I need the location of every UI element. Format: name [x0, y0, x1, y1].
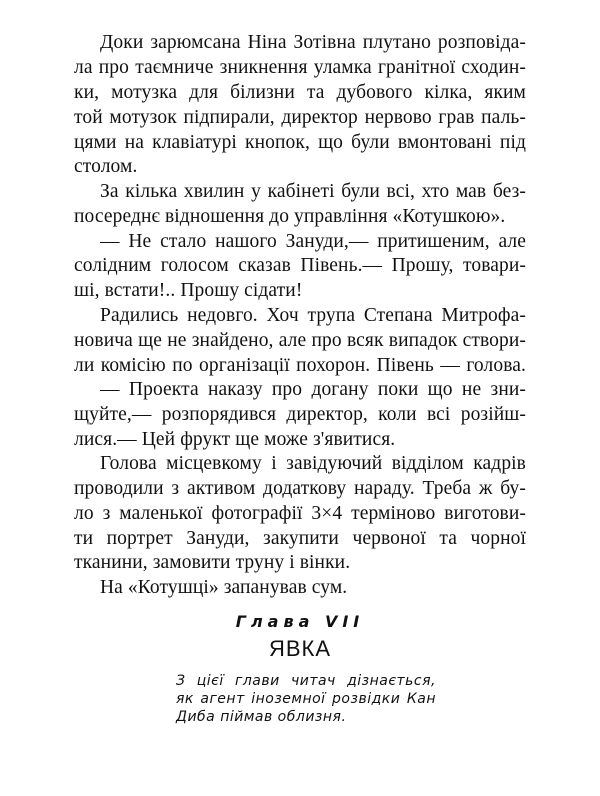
text-line: тканини, замовити труну і вінки. — [74, 552, 351, 573]
text-line: лися.— Цей фрукт ще може з'явитися. — [74, 429, 396, 450]
text-line: — Не стало нашого Зануди,— притишеним, але — [100, 231, 526, 252]
text-line: новича ще не знайдено, але про всяк випадок створи- — [74, 330, 526, 351]
text-line: ші, встати!.. Прошу сідати! — [74, 280, 303, 301]
text-line: Голова місцевкому і завідуючий відділом кадрів — [100, 453, 526, 474]
text-line: той мотузок підпирали, директор нервово грав паль- — [74, 107, 526, 128]
text-line: столом. — [74, 156, 138, 177]
text-line: солідним голосом сказав Півень.— Прошу, товари- — [74, 255, 526, 276]
epigraph-line: З цієї глави читач дізнається, — [176, 673, 436, 689]
text-line: На «Котушці» запанував сум. — [100, 577, 348, 598]
chapter-title: ЯВКА — [268, 636, 332, 661]
text-line: ки, мотузка для білизни та дубового кілка, яким — [74, 82, 526, 103]
chapter-label: Глава VII — [235, 612, 365, 631]
text-line: Доки зарюмсана Ніна Зотівна плутано розповіда- — [100, 32, 526, 53]
text-line: ти портрет Зануди, закупити червоної та чорної — [74, 528, 526, 549]
text-line: щуйте,— розпорядився директор, коли всі розійш- — [74, 404, 526, 425]
text-line: ли комісію по організації похорон. Півень — голова. — [74, 355, 526, 376]
text-line: — Проекта наказу про догану поки що не зни- — [100, 379, 526, 400]
text-line: ла про таємниче зникнення уламка гранітної сходин- — [74, 57, 526, 78]
text-line: ло з маленької фотографії 3×4 терміново виготови- — [74, 503, 526, 524]
text-line: За кілька хвилин у кабінеті були всі, хто мав без- — [100, 181, 526, 202]
epigraph-line: Диба піймав облизня. — [176, 709, 347, 725]
text-line: посереднє відношення до управління «Котушкою». — [74, 206, 506, 227]
text-line: цями на клавіатурі кнопок, що були вмонтовані під — [74, 132, 526, 153]
epigraph-line: як агент іноземної розвідки Кан — [176, 691, 436, 707]
text-line: проводили з активом додаткову нараду. Треба ж бу- — [74, 478, 526, 499]
text-line: Радились недовго. Хоч трупа Степана Митрофа- — [100, 305, 526, 326]
